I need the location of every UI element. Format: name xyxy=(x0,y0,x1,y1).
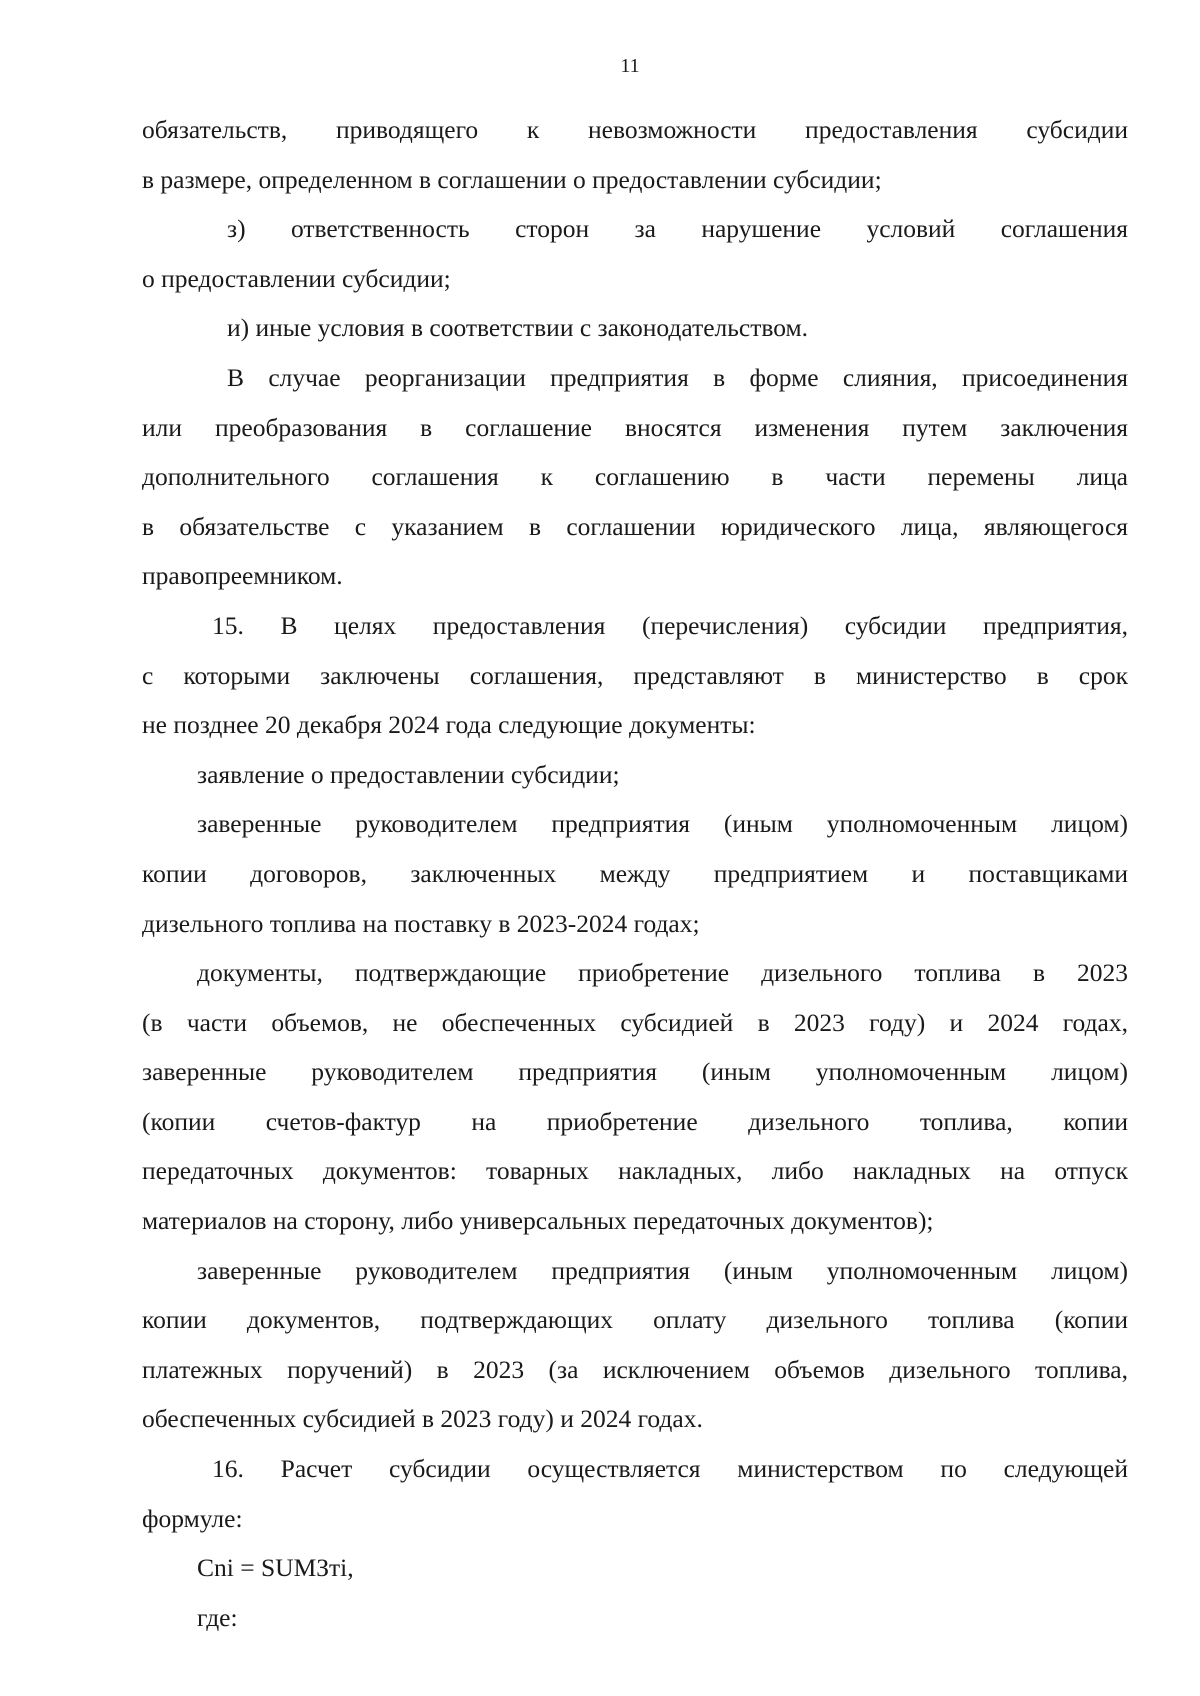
paragraph-payment-documents xyxy=(142,1246,1128,1444)
text-line: В случае реорганизации предприятия в форме слияния, присоединения xyxy=(227,362,1128,392)
document-body xyxy=(142,105,1128,1642)
text-line: з) ответственность сторон за нарушение условий соглашения xyxy=(227,214,1128,244)
text-line: дополнительного соглашения к соглашению в части перемены лица xyxy=(142,462,1128,492)
text-line: заверенные руководителем предприятия (иным уполномоченным лицом) xyxy=(197,809,1128,839)
text-line: 15. В целях предоставления (перечисления) субсидии предприятия, xyxy=(212,610,1128,640)
paragraph-item-i xyxy=(142,303,1128,353)
text-line: где: xyxy=(197,1602,238,1632)
paragraph-contract-copies xyxy=(142,799,1128,948)
text-line: заверенные руководителем предприятия (иным уполномоченным лицом) xyxy=(197,1255,1128,1285)
text-line: передаточных документов: товарных накладных, либо накладных на отпуск xyxy=(142,1156,1128,1186)
text-line: 16. Расчет субсидии осуществляется министерством по следующей xyxy=(212,1454,1128,1484)
text-line: (в части объемов, не обеспеченных субсидией в 2023 году) и 2024 годах, xyxy=(142,1007,1128,1037)
text-line: формуле: xyxy=(142,1503,243,1533)
formula xyxy=(142,1543,1128,1593)
page-number: 11 xyxy=(620,55,640,77)
text-line: правопреемником. xyxy=(142,561,343,591)
text-line: в обязательстве с указанием в соглашении юридического лица, являющегося xyxy=(142,511,1128,541)
text-line: (копии счетов-фактур на приобретение дизельного топлива, копии xyxy=(142,1106,1128,1136)
text-line: копии документов, подтверждающих оплату дизельного топлива (копии xyxy=(142,1305,1128,1335)
paragraph-item-z xyxy=(142,204,1128,303)
text-line: копии договоров, заключенных между предприятием и поставщиками xyxy=(142,858,1128,888)
paragraph-section-16 xyxy=(142,1444,1128,1543)
text-line: с которыми заключены соглашения, представляют в министерство в срок xyxy=(142,660,1128,690)
formula-text: Cni = SUMЗтi, xyxy=(197,1553,354,1583)
text-line: в размере, определенном в соглашении о предоставлении субсидии; xyxy=(142,164,882,194)
paragraph-application xyxy=(142,750,1128,800)
text-line: о предоставлении субсидии; xyxy=(142,263,451,293)
text-line: и) иные условия в соответствии с законодательством. xyxy=(227,313,808,343)
text-line: материалов на сторону, либо универсальных передаточных документов); xyxy=(142,1206,934,1236)
text-line: заверенные руководителем предприятия (иным уполномоченным лицом) xyxy=(142,1057,1128,1087)
text-line: дизельного топлива на поставку в 2023-2024 годах; xyxy=(142,908,700,938)
text-line: не позднее 20 декабря 2024 года следующие документы: xyxy=(142,710,756,740)
paragraph-section-15 xyxy=(142,601,1128,750)
text-line: обеспеченных субсидией в 2023 году) и 2024 годах. xyxy=(142,1404,703,1434)
paragraph-obligations-continuation xyxy=(142,105,1128,204)
paragraph-where xyxy=(142,1593,1128,1643)
text-line: обязательств, приводящего к невозможности предоставления субсидии xyxy=(142,115,1128,144)
text-line: документы, подтверждающие приобретение дизельного топлива в 2023 xyxy=(197,958,1128,988)
text-line: заявление о предоставлении субсидии; xyxy=(197,759,620,789)
paragraph-purchase-documents xyxy=(142,948,1128,1246)
paragraph-reorganization xyxy=(142,353,1128,601)
text-line: или преобразования в соглашение вносятся изменения путем заключения xyxy=(142,412,1128,442)
text-line: платежных поручений) в 2023 (за исключением объемов дизельного топлива, xyxy=(142,1354,1128,1384)
